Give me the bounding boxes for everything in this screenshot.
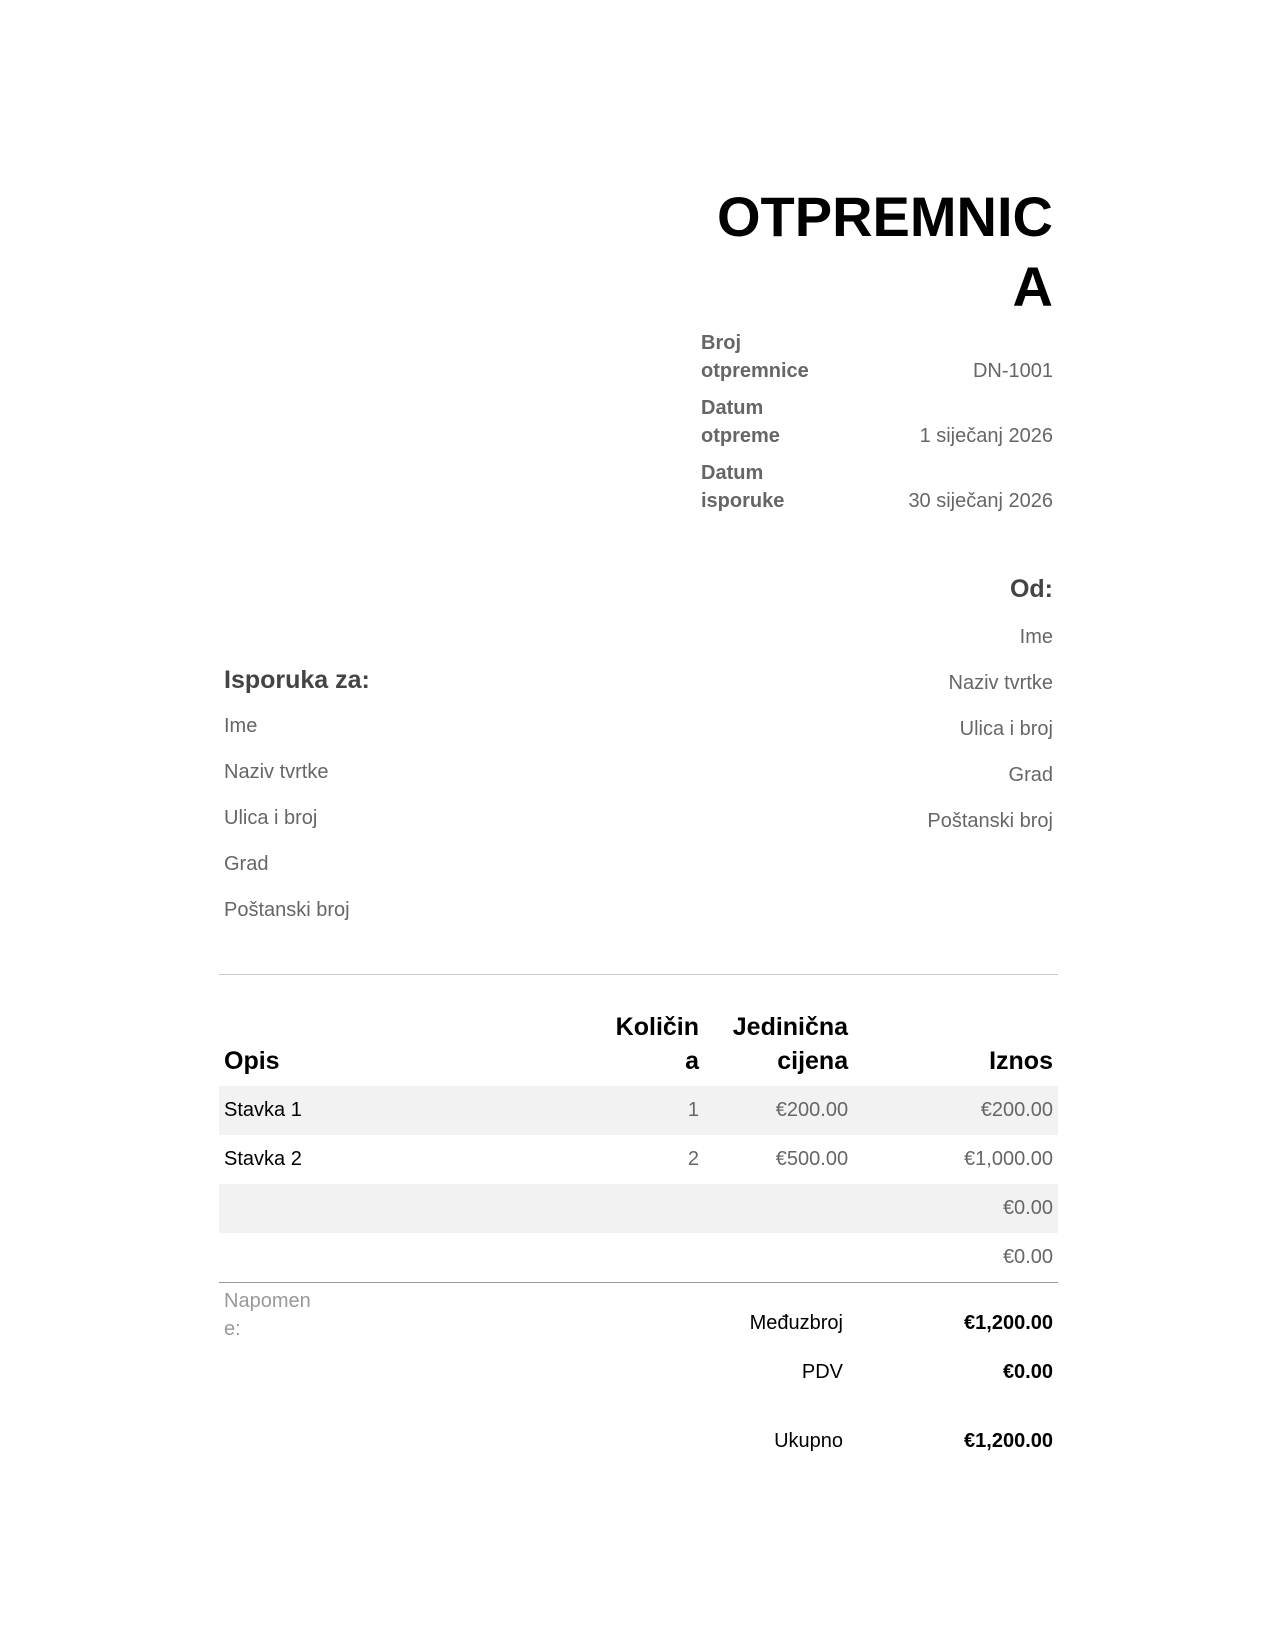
table-row: [219, 1086, 1058, 1135]
sender-city: Grad: [1008, 764, 1053, 786]
row-amount: €200.00: [853, 1086, 1058, 1135]
sender-block: [927, 573, 1053, 853]
section-divider: [219, 974, 1058, 975]
meta-row-number: [701, 329, 1053, 385]
row-quantity: 2: [687, 1148, 700, 1170]
recipient-postal: Poštanski broj: [224, 899, 350, 921]
sender-name: Ime: [1019, 626, 1053, 648]
table-row: [219, 1184, 1058, 1233]
row-amount: €1,000.00: [964, 1148, 1053, 1170]
meta-row-delivery-date: [701, 459, 1053, 515]
header-description: Opis: [224, 1047, 280, 1075]
meta-value: DN-1001: [972, 360, 1053, 382]
document-meta: [701, 329, 1053, 524]
meta-label: Datum isporuke: [701, 462, 785, 512]
recipient-name: Ime: [224, 715, 258, 737]
subtotal-value: €1,200.00: [964, 1312, 1053, 1334]
header-unit-price: Jedinična cijena: [732, 1013, 849, 1075]
document-title: OTPREMNICA: [717, 185, 1053, 318]
sender-company: Naziv tvrtke: [948, 672, 1053, 694]
row-unit-price: €200.00: [704, 1086, 853, 1135]
table-row: [219, 1135, 1058, 1184]
row-description: [219, 1184, 597, 1233]
row-unit-price: [704, 1233, 853, 1283]
header-quantity: Količina: [615, 1013, 700, 1075]
items-table: [219, 1010, 1058, 1283]
totals-block: [643, 1309, 1053, 1455]
row-quantity: [597, 1184, 704, 1233]
sender-heading: Od:: [1009, 575, 1053, 603]
meta-value: 1 siječanj 2026: [919, 425, 1053, 447]
subtotal-row: [643, 1309, 1053, 1337]
row-description: Stavka 2: [224, 1148, 302, 1170]
recipient-city: Grad: [224, 853, 269, 875]
notes-label: Napomene:: [224, 1290, 311, 1340]
recipient-heading: Isporuka za:: [224, 666, 370, 694]
total-label: Ukupno: [774, 1430, 843, 1452]
tax-value: €0.00: [1002, 1361, 1053, 1383]
row-unit-price: €500.00: [775, 1148, 849, 1170]
meta-label: Broj otpremnice: [701, 332, 809, 382]
recipient-block: [224, 664, 370, 942]
row-unit-price: [704, 1184, 853, 1233]
meta-label: Datum otpreme: [701, 397, 780, 447]
recipient-street: Ulica i broj: [224, 807, 318, 829]
table-row: [219, 1233, 1058, 1283]
table-header-row: [219, 1010, 1058, 1086]
sender-postal: Poštanski broj: [927, 810, 1053, 832]
meta-row-ship-date: [701, 394, 1053, 450]
row-quantity: [597, 1233, 704, 1283]
row-amount: €0.00: [853, 1233, 1058, 1283]
tax-row: [643, 1358, 1053, 1386]
tax-label: PDV: [801, 1361, 843, 1383]
subtotal-label: Međuzbroj: [749, 1312, 843, 1334]
row-quantity: 1: [597, 1086, 704, 1135]
total-row: [643, 1427, 1053, 1455]
header-amount: Iznos: [989, 1047, 1053, 1075]
total-value: €1,200.00: [964, 1430, 1053, 1452]
row-description: [219, 1233, 597, 1283]
recipient-company: Naziv tvrtke: [224, 761, 329, 783]
sender-street: Ulica i broj: [959, 718, 1053, 740]
row-description: Stavka 1: [219, 1086, 597, 1135]
row-amount: €0.00: [853, 1184, 1058, 1233]
meta-value: 30 siječanj 2026: [908, 490, 1053, 512]
